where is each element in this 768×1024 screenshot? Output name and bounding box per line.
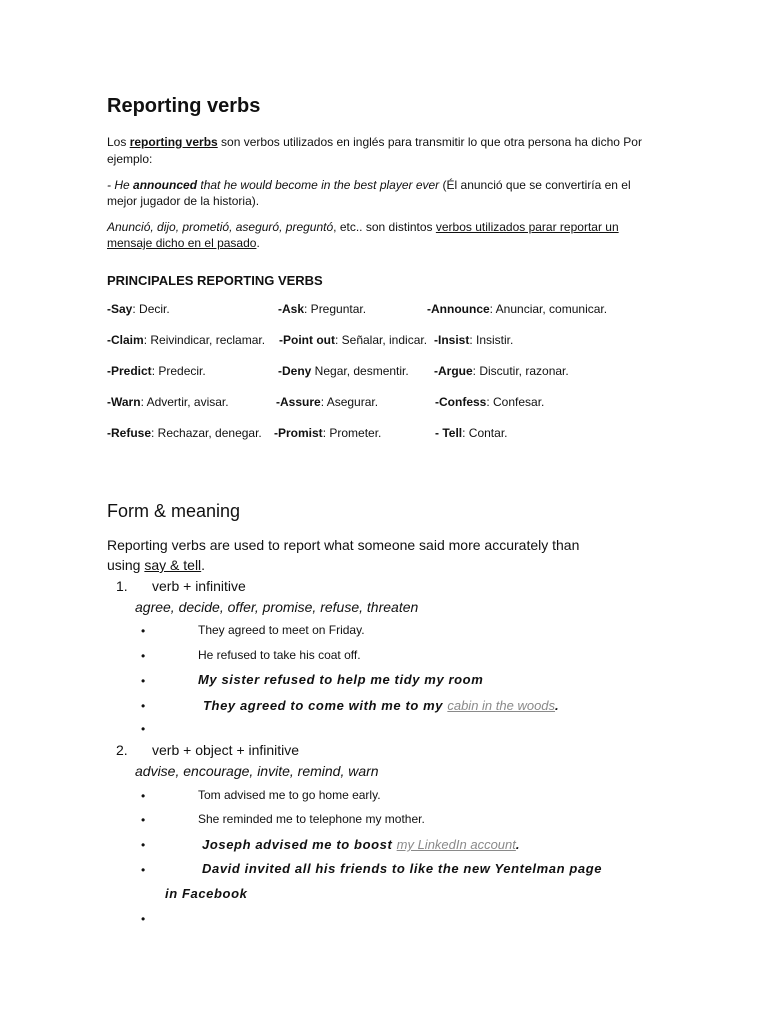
section2-label: verb + object + infinitive: [152, 742, 300, 758]
verb-definition: : Prometer.: [322, 426, 382, 440]
verb-term: -Promist: [274, 426, 323, 440]
bullet-icon: •: [141, 624, 146, 638]
verb-entry: [434, 364, 569, 378]
verb-definition: : Preguntar.: [304, 302, 367, 316]
verb-term: -Point out: [279, 333, 335, 347]
section2-item: David invited all his friends to like the new Yentelman page: [202, 861, 603, 876]
form-intro-text: using: [107, 557, 145, 573]
verb-definition: : Señalar, indicar.: [334, 333, 428, 347]
example-line1: [107, 177, 631, 193]
verb-entry: [427, 302, 607, 316]
verb-term: -Deny: [278, 364, 312, 378]
principales-heading: PRINCIPALES REPORTING VERBS: [107, 273, 323, 288]
section1-item: [203, 697, 559, 715]
verb-term: -Announce: [427, 302, 490, 316]
verb-definition: : Confesar.: [486, 395, 545, 409]
bullet-icon: •: [141, 813, 146, 827]
form-meaning-heading: Form & meaning: [107, 501, 241, 521]
verb-term: -Claim: [107, 333, 144, 347]
verb-definition: Negar, desmentir.: [311, 364, 409, 378]
verb-definition: : Predecir.: [151, 364, 206, 378]
section2-item-tail: .: [515, 837, 521, 852]
cabin-link[interactable]: cabin in the woods: [447, 698, 556, 713]
reporting-verbs-link[interactable]: reporting verbs: [129, 135, 218, 149]
verb-definition: : Rechazar, denegar.: [151, 426, 262, 440]
verb-entry: [434, 333, 513, 347]
verb-term: -Assure: [276, 395, 321, 409]
verb-entry: [274, 426, 381, 440]
bullet-icon: •: [141, 863, 146, 877]
section1-item-tail: .: [555, 698, 560, 713]
intro-paragraph3-line1: [107, 219, 619, 235]
linkedin-link[interactable]: my LinkedIn account: [396, 837, 516, 852]
verb-term: -Warn: [107, 395, 141, 409]
verb-definition: : Insistir.: [469, 333, 514, 347]
mensaje-link[interactable]: mensaje dicho en el pasado: [107, 236, 257, 250]
example-text: that he would become in the best player ever: [197, 178, 440, 192]
form-intro-text: .: [201, 557, 206, 573]
bullet-icon: •: [141, 789, 146, 803]
bullet-icon: •: [141, 722, 146, 736]
section2-item-continued: in Facebook: [165, 886, 248, 901]
example-verb: announced: [133, 178, 198, 192]
section2-item: [202, 836, 520, 854]
verb-definition: : Reivindicar, reclamar.: [143, 333, 266, 347]
verb-definition: : Decir.: [132, 302, 170, 316]
verb-entry: [107, 333, 265, 347]
intro-text: , etc.. son distintos: [333, 220, 436, 234]
verb-entry: [435, 426, 507, 440]
verbos-link[interactable]: verbos utilizados parar reportar un: [435, 220, 619, 234]
section1-label: verb + infinitive: [152, 578, 246, 594]
verb-entry: [107, 395, 229, 409]
verb-definition: : Contar.: [462, 426, 508, 440]
bullet-icon: •: [141, 912, 146, 926]
section1-item: He refused to take his coat off.: [198, 648, 361, 662]
verb-definition: : Advertir, avisar.: [140, 395, 229, 409]
verbs-list-text: Anunció, dijo, prometió, aseguró, preguntó: [107, 220, 334, 234]
section1-item-text: They agreed to come with me to my: [203, 698, 448, 713]
verb-definition: : Asegurar.: [320, 395, 379, 409]
verb-entry: [107, 426, 262, 440]
intro-text: .: [256, 236, 260, 250]
verb-entry: [279, 333, 427, 347]
verb-term: -Say: [107, 302, 133, 316]
verb-entry: [278, 364, 409, 378]
verb-definition: : Discutir, razonar.: [472, 364, 569, 378]
verb-term: -Predict: [107, 364, 152, 378]
example-line2: mejor jugador de la historia).: [107, 194, 260, 208]
section2-number: 2.: [116, 742, 128, 758]
verb-term: -Insist: [434, 333, 470, 347]
verb-term: - Tell: [435, 426, 463, 440]
intro-paragraph-line2: ejemplo:: [107, 152, 153, 166]
section1-number: 1.: [116, 578, 128, 594]
form-intro-line2: [107, 555, 205, 575]
section1-item: They agreed to meet on Friday.: [198, 623, 365, 637]
verb-entry: [107, 364, 206, 378]
say-tell-link[interactable]: say & tell: [144, 557, 202, 573]
verb-entry: [276, 395, 378, 409]
section1-verb-list: agree, decide, offer, promise, refuse, threaten: [135, 599, 419, 615]
intro-text: son verbos utilizados en inglés para transmitir lo que otra persona ha dicho Por: [217, 135, 642, 149]
bullet-icon: •: [141, 649, 146, 663]
verb-entry: [435, 395, 544, 409]
bullet-icon: •: [141, 838, 146, 852]
section2-verb-list: advise, encourage, invite, remind, warn: [135, 763, 379, 779]
section2-item: She reminded me to telephone my mother.: [198, 812, 425, 826]
verb-term: -Argue: [434, 364, 473, 378]
page-title: Reporting verbs: [107, 95, 261, 117]
verb-entry: [107, 302, 170, 316]
example-text: - He: [107, 178, 134, 192]
bullet-icon: •: [141, 674, 146, 688]
intro-text: Los: [107, 135, 130, 149]
verb-entry: [278, 302, 366, 316]
verb-definition: : Anunciar, comunicar.: [489, 302, 608, 316]
bullet-icon: •: [141, 699, 146, 713]
intro-paragraph3-line2: [107, 235, 260, 251]
form-intro-line1: Reporting verbs are used to report what someone said more accurately than: [107, 537, 580, 553]
verb-term: -Confess: [435, 395, 487, 409]
intro-paragraph-line1: [107, 134, 642, 150]
section2-item-text: Joseph advised me to boost: [202, 837, 397, 852]
example-translation: (Él anunció que se convertiría en el: [439, 178, 631, 192]
verb-term: -Ask: [278, 302, 305, 316]
section1-item: My sister refused to help me tidy my room: [198, 672, 484, 687]
section2-item: Tom advised me to go home early.: [198, 788, 381, 802]
verb-term: -Refuse: [107, 426, 152, 440]
